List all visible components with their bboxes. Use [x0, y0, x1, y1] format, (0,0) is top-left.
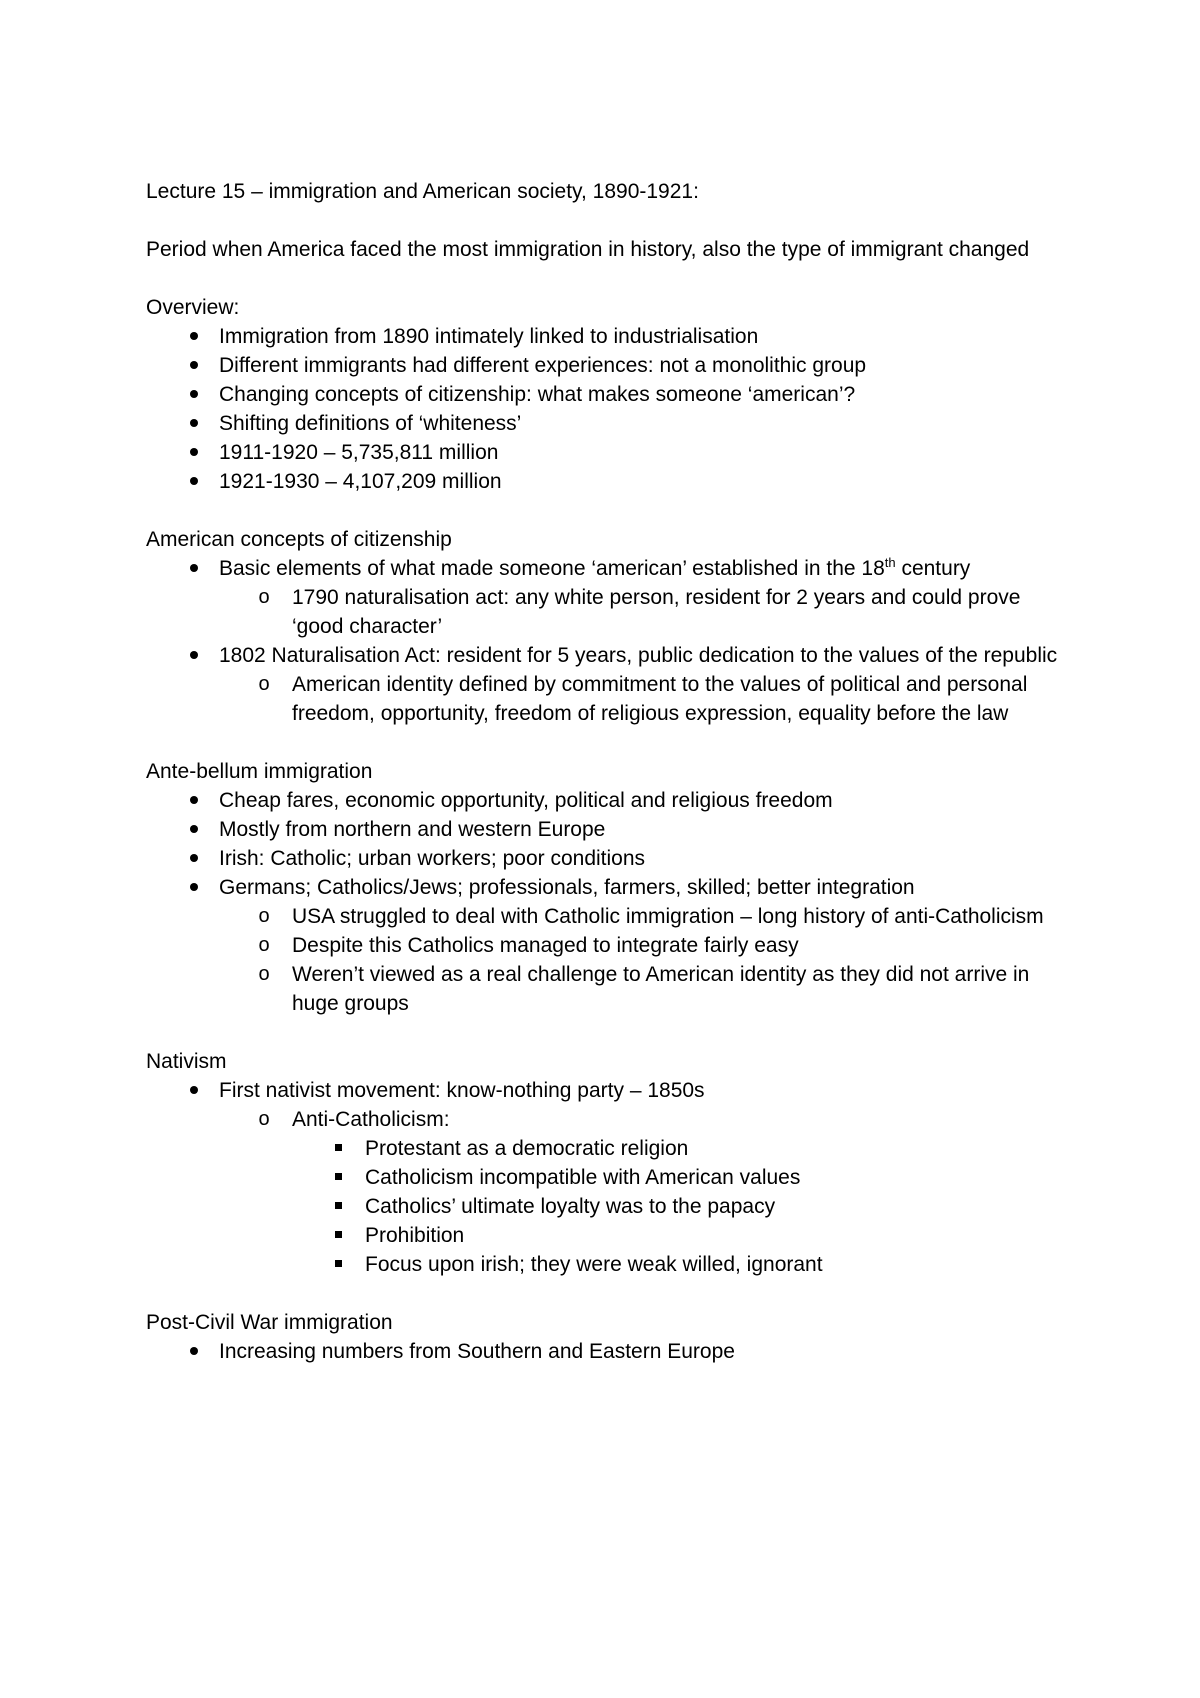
nativism-heading: Nativism — [146, 1050, 227, 1073]
circle-bullet-icon: o — [258, 673, 270, 695]
list-item: Different immigrants had different experiences: not a monolithic group — [146, 351, 1076, 380]
bullet-icon — [184, 641, 204, 670]
square-bullet-icon — [328, 1192, 348, 1221]
bullet-icon — [184, 786, 204, 815]
sub-sub-list-item: Catholicism incompatible with American values — [292, 1163, 1076, 1192]
square-bullet-icon — [328, 1250, 348, 1279]
list-item: 1921-1930 – 4,107,209 million — [146, 467, 1076, 496]
circle-bullet-icon: o — [258, 963, 270, 985]
list-item: Irish: Catholic; urban workers; poor conditions — [146, 844, 1076, 873]
overview-heading: Overview: — [146, 296, 240, 319]
sub-list-item: o USA struggled to deal with Catholic immigration – long history of anti-Catholicism — [219, 902, 1076, 931]
bullet-icon — [184, 380, 204, 409]
document-content — [146, 177, 1076, 1366]
list-item: Germans; Catholics/Jews; professionals, farmers, skilled; better integration o USA struggled to deal with Catholic immigration – long history of anti-Catholicism o Despite this Catholics managed to integrate fairly easy o Weren’t viewed as a real challenge to American identity as they did not arrive in huge groups — [146, 873, 1076, 1018]
bullet-icon — [184, 554, 204, 583]
sub-list-item: o Despite this Catholics managed to integrate fairly easy — [219, 931, 1076, 960]
bullet-icon — [184, 467, 204, 496]
postcivil-heading: Post-Civil War immigration — [146, 1311, 393, 1334]
bullet-icon — [184, 351, 204, 380]
bullet-icon — [184, 1337, 204, 1366]
sub-list — [219, 583, 1076, 641]
bullet-icon — [184, 873, 204, 902]
bullet-icon — [184, 409, 204, 438]
list-item: Cheap fares, economic opportunity, political and religious freedom — [146, 786, 1076, 815]
intro-paragraph: Period when America faced the most immigration in history, also the type of immigrant changed — [146, 238, 1030, 261]
bullet-icon — [184, 438, 204, 467]
circle-bullet-icon: o — [258, 905, 270, 927]
sub-list — [219, 1105, 1076, 1279]
sub-list-item: o Weren’t viewed as a real challenge to American identity as they did not arrive in huge groups — [219, 960, 1076, 1018]
overview-list — [146, 322, 1076, 496]
sub-list — [219, 902, 1076, 1018]
citizenship-list — [146, 554, 1076, 728]
antebellum-list — [146, 786, 1076, 1018]
sub-list-item: o 1790 naturalisation act: any white person, resident for 2 years and could prove ‘good character’ — [219, 583, 1076, 641]
sub-sub-list-item: Protestant as a democratic religion — [292, 1134, 1076, 1163]
citizenship-heading: American concepts of citizenship — [146, 528, 452, 551]
sub-sub-list-item: Catholics’ ultimate loyalty was to the papacy — [292, 1192, 1076, 1221]
list-item: 1911-1920 – 5,735,811 million — [146, 438, 1076, 467]
list-item: Changing concepts of citizenship: what makes someone ‘american’? — [146, 380, 1076, 409]
lecture-title: Lecture 15 – immigration and American society, 1890-1921: — [146, 180, 699, 203]
list-item: Shifting definitions of ‘whiteness’ — [146, 409, 1076, 438]
square-bullet-icon — [328, 1163, 348, 1192]
sub-sub-list-item: Focus upon irish; they were weak willed, ignorant — [292, 1250, 1076, 1279]
list-item: 1802 Naturalisation Act: resident for 5 years, public dedication to the values of the republic o American identity defined by commitment to the values of political and personal freedom, opportunity, freedom of religious expression, equality before the law — [146, 641, 1076, 728]
square-bullet-icon — [328, 1134, 348, 1163]
sub-list-item: o Anti-Catholicism: Protestant as a democratic religion Catholicism incompatible with American values Catholics’ ultimate loyalty was to the papacy Prohibition Focus upon irish; they were weak willed, ignorant — [219, 1105, 1076, 1279]
list-item: Basic elements of what made someone ‘american’ established in the 18th century o 1790 naturalisation act: any white person, resident for 2 years and could prove ‘good character’ — [146, 554, 1076, 641]
list-item: Mostly from northern and western Europe — [146, 815, 1076, 844]
list-item: Immigration from 1890 intimately linked to industrialisation — [146, 322, 1076, 351]
antebellum-heading: Ante-bellum immigration — [146, 760, 373, 783]
square-bullet-icon — [328, 1221, 348, 1250]
bullet-icon — [184, 844, 204, 873]
circle-bullet-icon: o — [258, 586, 270, 608]
postcivil-list — [146, 1337, 1076, 1366]
sub-list-item: o American identity defined by commitment to the values of political and personal freedom, opportunity, freedom of religious expression, equality before the law — [219, 670, 1076, 728]
nativism-list — [146, 1076, 1076, 1279]
circle-bullet-icon: o — [258, 934, 270, 956]
bullet-icon — [184, 1076, 204, 1105]
list-item: First nativist movement: know-nothing party – 1850s o Anti-Catholicism: Protestant as a democratic religion Catholicism incompatible with American values Catholics’ ultimate loyalty was to the papacy Prohibition Focus upon irish; they were weak willed, ignorant — [146, 1076, 1076, 1279]
sub-sub-list-item: Prohibition — [292, 1221, 1076, 1250]
circle-bullet-icon: o — [258, 1108, 270, 1130]
sub-sub-list — [292, 1134, 1076, 1279]
sub-list — [219, 670, 1076, 728]
list-item: Increasing numbers from Southern and Eastern Europe — [146, 1337, 1076, 1366]
bullet-icon — [184, 815, 204, 844]
bullet-icon — [184, 322, 204, 351]
